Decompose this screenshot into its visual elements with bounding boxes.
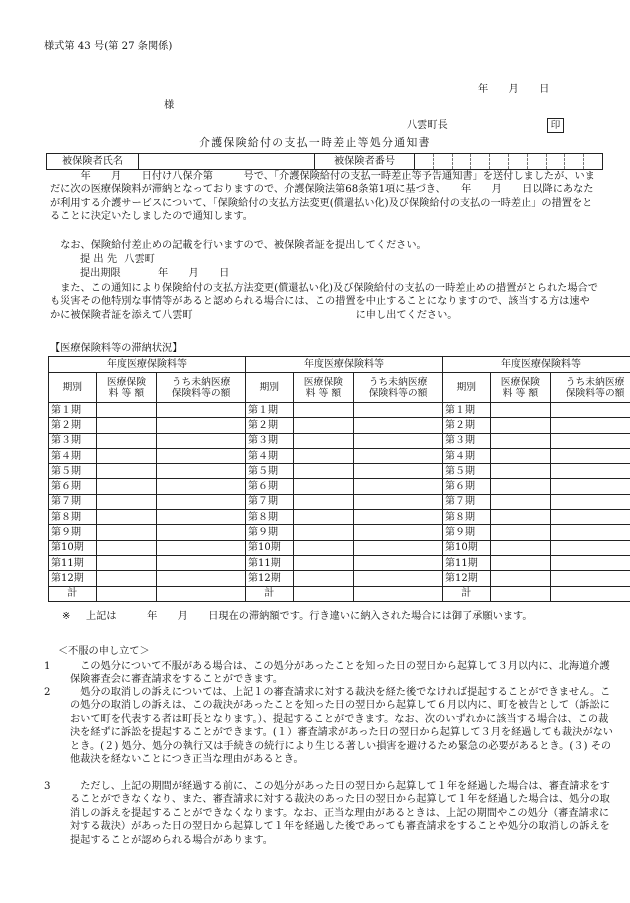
period-label: 第11期 bbox=[245, 555, 293, 570]
amount-cell[interactable] bbox=[96, 464, 157, 479]
period-label: 第10期 bbox=[49, 540, 97, 555]
unpaid-cell[interactable] bbox=[551, 448, 630, 463]
unpaid-cell[interactable] bbox=[354, 525, 443, 540]
appeal-item-text: 処分の取消しの訴えについては、上記１の審査請求に対する裁決を経た後でなければ提起することができません。この処分の取消しの訴えは、この裁決があったことを知った日の翌日から起算して６月以内に、町を被告として（訴訟において町を代表する者は町長となります。）、提起することができます。なお、次のいずれかに該当する場合は、この裁決を経ずに訴訟を提起することができます。(１）審査請求があった日の翌日から起算して３月を経過しても裁決がないとき。(２) 処分、処分の執行又は手続きの続行により生じる著しい損害を避けるため緊急の必要があるとき。(３) その他裁決を経ないことにつき正当な理由があるとき。 bbox=[70, 687, 613, 766]
amount-cell[interactable] bbox=[96, 403, 157, 418]
column-period: 期別 bbox=[49, 373, 97, 403]
amount-cell[interactable] bbox=[490, 418, 551, 433]
table-row bbox=[49, 525, 630, 540]
amount-cell[interactable] bbox=[293, 479, 354, 494]
period-label: 第２期 bbox=[245, 418, 293, 433]
period-label: 第６期 bbox=[245, 479, 293, 494]
period-label: 第８期 bbox=[49, 510, 97, 525]
table-row bbox=[49, 494, 630, 509]
total-label: 計 bbox=[442, 586, 490, 601]
issuer-name: 八雲町長 bbox=[407, 120, 448, 131]
column-unpaid: うち未納医療 保険料等の額 bbox=[157, 373, 246, 403]
unpaid-cell[interactable] bbox=[354, 510, 443, 525]
insured-name-label: 被保険者氏名 bbox=[47, 154, 139, 170]
unpaid-cell[interactable] bbox=[157, 571, 246, 586]
table-row bbox=[49, 479, 630, 494]
unpaid-cell[interactable] bbox=[354, 418, 443, 433]
total-row bbox=[49, 586, 630, 601]
amount-cell[interactable] bbox=[96, 433, 157, 448]
period-label: 第12期 bbox=[245, 571, 293, 586]
period-label: 第７期 bbox=[245, 494, 293, 509]
submit-to-label: 提 出 先 bbox=[80, 254, 118, 265]
insured-number-digit-cell[interactable] bbox=[453, 154, 472, 169]
total-unpaid-cell[interactable] bbox=[551, 586, 630, 601]
period-label: 第３期 bbox=[49, 433, 97, 448]
total-amount-cell[interactable] bbox=[490, 586, 551, 601]
unpaid-cell[interactable] bbox=[551, 494, 630, 509]
period-label: 第６期 bbox=[442, 479, 490, 494]
period-label: 第４期 bbox=[49, 448, 97, 463]
total-amount-cell[interactable] bbox=[96, 586, 157, 601]
appeal-item bbox=[44, 660, 614, 687]
form-number: 様式第 43 号(第 27 条関係) bbox=[44, 41, 173, 52]
total-unpaid-cell[interactable] bbox=[157, 586, 246, 601]
period-label: 第２期 bbox=[442, 418, 490, 433]
unpaid-cell[interactable] bbox=[157, 555, 246, 570]
period-label: 第10期 bbox=[245, 540, 293, 555]
amount-cell[interactable] bbox=[293, 418, 354, 433]
period-label: 第１期 bbox=[245, 403, 293, 418]
unpaid-cell[interactable] bbox=[551, 510, 630, 525]
period-label: 第５期 bbox=[442, 464, 490, 479]
unpaid-cell[interactable] bbox=[157, 464, 246, 479]
addressee-suffix: 様 bbox=[164, 100, 175, 111]
note-text: 上記は 年 月 日現在の滞納額です。行き違いに納入された場合には御了承願います。 bbox=[86, 611, 533, 622]
unpaid-cell[interactable] bbox=[551, 433, 630, 448]
appeal-item-number: 3 bbox=[44, 781, 51, 792]
amount-cell[interactable] bbox=[96, 479, 157, 494]
unpaid-cell[interactable] bbox=[157, 525, 246, 540]
unpaid-cell[interactable] bbox=[354, 403, 443, 418]
unpaid-cell[interactable] bbox=[157, 418, 246, 433]
arrears-column-header-row bbox=[49, 373, 630, 403]
period-label: 第６期 bbox=[49, 479, 97, 494]
insured-number-digit-cell[interactable] bbox=[584, 154, 602, 169]
appeal-item-text: この処分について不服がある場合は、この処分があったことを知った日の翌日から起算して３月以内に、北海道介護保険審査会に審査請求をすることができます。 bbox=[70, 661, 610, 686]
unpaid-cell[interactable] bbox=[551, 555, 630, 570]
period-label: 第４期 bbox=[245, 448, 293, 463]
amount-cell[interactable] bbox=[96, 525, 157, 540]
period-label: 第11期 bbox=[49, 555, 97, 570]
unpaid-cell[interactable] bbox=[354, 479, 443, 494]
table-row bbox=[49, 418, 630, 433]
period-label: 第８期 bbox=[442, 510, 490, 525]
period-label: 第８期 bbox=[245, 510, 293, 525]
unpaid-cell[interactable] bbox=[157, 494, 246, 509]
amount-cell[interactable] bbox=[490, 540, 551, 555]
table-row bbox=[49, 448, 630, 463]
period-label: 第10期 bbox=[442, 540, 490, 555]
table-row bbox=[49, 555, 630, 570]
note-mark: ※ bbox=[62, 611, 71, 622]
unpaid-cell[interactable] bbox=[354, 464, 443, 479]
unpaid-cell[interactable] bbox=[551, 418, 630, 433]
notice-paragraph-3: また、この通知により保険給付の支払方法変更(償還払い化)及び保険給付の支払の一時差止めの措置がとられた場合でも災害その他特別な事情等があると認められる場合には、この措置を中止することになりますので、該当する方は速やかに被保険者証を添えて八雲町 に申し出てください。 bbox=[50, 283, 598, 321]
total-amount-cell[interactable] bbox=[293, 586, 354, 601]
amount-cell[interactable] bbox=[96, 494, 157, 509]
insured-number-digit-cell[interactable] bbox=[565, 154, 584, 169]
amount-cell[interactable] bbox=[490, 510, 551, 525]
table-row bbox=[49, 540, 630, 555]
amount-cell[interactable] bbox=[293, 494, 354, 509]
amount-cell[interactable] bbox=[293, 510, 354, 525]
amount-cell[interactable] bbox=[490, 403, 551, 418]
period-label: 第９期 bbox=[49, 525, 97, 540]
notice-paragraph-2: なお、保険給付差止めの記載を行いますので、被保険者証を提出してください。 bbox=[60, 240, 427, 251]
period-label: 第５期 bbox=[245, 464, 293, 479]
period-label: 第12期 bbox=[442, 571, 490, 586]
unpaid-cell[interactable] bbox=[551, 540, 630, 555]
notice-paragraph-1: 年 月 日付け八保介第 号で、「介護保険給付の支払一時差止等予告通知書」を送付しましたが、いまだに次の医療保険料が滞納となっておりますので、介護保険法第68条第1項に基づき、 年 月 日以降にあなたが利用する介護サービスについて、「保険給付の支払方法変更(償還払い化)及び保険給付の支払の一時差止」の措置をとることに決定いたしましたので通知します。 bbox=[50, 171, 595, 223]
amount-cell[interactable] bbox=[490, 571, 551, 586]
amount-cell[interactable] bbox=[293, 525, 354, 540]
unpaid-cell[interactable] bbox=[157, 448, 246, 463]
deadline bbox=[80, 267, 229, 280]
total-unpaid-cell[interactable] bbox=[354, 586, 443, 601]
amount-cell[interactable] bbox=[490, 433, 551, 448]
amount-cell[interactable] bbox=[293, 464, 354, 479]
period-label: 第１期 bbox=[442, 403, 490, 418]
period-label: 第11期 bbox=[442, 555, 490, 570]
period-label: 第３期 bbox=[442, 433, 490, 448]
amount-cell[interactable] bbox=[293, 448, 354, 463]
insured-number-digit-cell[interactable] bbox=[528, 154, 547, 169]
insured-number-label: 被保険者番号 bbox=[315, 154, 415, 170]
table-row bbox=[49, 403, 630, 418]
unpaid-cell[interactable] bbox=[354, 433, 443, 448]
unpaid-cell[interactable] bbox=[157, 433, 246, 448]
arrears-table bbox=[48, 356, 630, 602]
unpaid-cell[interactable] bbox=[551, 571, 630, 586]
submit-to bbox=[80, 253, 155, 266]
unpaid-cell[interactable] bbox=[157, 403, 246, 418]
page-title: 介護保険給付の支払一時差止等処分通知書 bbox=[199, 136, 431, 149]
year-header: 年度医療保険料等 bbox=[49, 357, 246, 373]
column-period: 期別 bbox=[245, 373, 293, 403]
period-label: 第２期 bbox=[49, 418, 97, 433]
appeal-item-text: ただし、上記の期間が経過する前に、この処分があった日の翌日から起算して１年を経過した場合は、審査請求をすることができなくなり、また、審査請求に対する裁決のあった日の翌日から起算して１年を経過した場合は、処分の取消しの訴えを提起することができなくなります。なお、正当な理由があるときは、上記の期間やこの処分（審査請求に対する裁決）があった日の翌日から起算して１年を経過した後であっても審査請求をすることや処分の取消しの訴えを提起することが認められる場合があります。 bbox=[70, 781, 610, 846]
insured-number-digit-cell[interactable] bbox=[547, 154, 566, 169]
appeal-item bbox=[44, 686, 614, 767]
amount-cell[interactable] bbox=[490, 525, 551, 540]
insured-info-table bbox=[46, 153, 603, 170]
period-label: 第９期 bbox=[245, 525, 293, 540]
table-row bbox=[49, 433, 630, 448]
unpaid-cell[interactable] bbox=[354, 448, 443, 463]
insured-number-field[interactable] bbox=[415, 154, 603, 170]
amount-cell[interactable] bbox=[490, 479, 551, 494]
appeal-item-number: 2 bbox=[44, 687, 51, 698]
total-label: 計 bbox=[245, 586, 293, 601]
appeal-heading: ＜不服の申し立て＞ bbox=[58, 646, 150, 657]
amount-cell[interactable] bbox=[96, 448, 157, 463]
amount-cell[interactable] bbox=[293, 555, 354, 570]
table-row bbox=[49, 510, 630, 525]
appeal-item-number: 1 bbox=[44, 661, 51, 672]
total-label: 計 bbox=[49, 586, 97, 601]
column-unpaid: うち未納医療 保険料等の額 bbox=[551, 373, 630, 403]
amount-cell[interactable] bbox=[96, 510, 157, 525]
deadline-value: 年 月 日 bbox=[158, 268, 230, 279]
amount-cell[interactable] bbox=[96, 555, 157, 570]
column-unpaid: うち未納医療 保険料等の額 bbox=[354, 373, 443, 403]
period-label: 第７期 bbox=[49, 494, 97, 509]
arrears-heading: 【医療保険料等の滞納状況】 bbox=[50, 343, 183, 354]
table-row bbox=[49, 571, 630, 586]
amount-cell[interactable] bbox=[293, 403, 354, 418]
table-row bbox=[49, 464, 630, 479]
unpaid-cell[interactable] bbox=[157, 540, 246, 555]
period-label: 第７期 bbox=[442, 494, 490, 509]
amount-cell[interactable] bbox=[293, 540, 354, 555]
arrears-year-header-row bbox=[49, 357, 630, 373]
insured-name-field[interactable] bbox=[139, 154, 315, 170]
amount-cell[interactable] bbox=[490, 448, 551, 463]
amount-cell[interactable] bbox=[490, 494, 551, 509]
column-amount: 医療保険 料 等 額 bbox=[96, 373, 157, 403]
insured-number-digit-cell[interactable] bbox=[471, 154, 490, 169]
insured-number-digit-cell[interactable] bbox=[490, 154, 509, 169]
period-label: 第３期 bbox=[245, 433, 293, 448]
unpaid-cell[interactable] bbox=[551, 464, 630, 479]
unpaid-cell[interactable] bbox=[354, 555, 443, 570]
amount-cell[interactable] bbox=[293, 571, 354, 586]
period-label: 第４期 bbox=[442, 448, 490, 463]
period-label: 第５期 bbox=[49, 464, 97, 479]
insured-number-digit-cell[interactable] bbox=[434, 154, 453, 169]
appeal-item bbox=[44, 780, 614, 847]
unpaid-cell[interactable] bbox=[354, 540, 443, 555]
column-amount: 医療保険 料 等 額 bbox=[293, 373, 354, 403]
amount-cell[interactable] bbox=[96, 418, 157, 433]
period-label: 第９期 bbox=[442, 525, 490, 540]
amount-cell[interactable] bbox=[96, 571, 157, 586]
column-amount: 医療保険 料 等 額 bbox=[490, 373, 551, 403]
year-header: 年度医療保険料等 bbox=[442, 357, 630, 373]
unpaid-cell[interactable] bbox=[157, 479, 246, 494]
issue-date: 年 月 日 bbox=[478, 84, 550, 95]
unpaid-cell[interactable] bbox=[354, 571, 443, 586]
unpaid-cell[interactable] bbox=[157, 510, 246, 525]
submit-to-value: 八雲町 bbox=[124, 254, 155, 265]
period-label: 第１期 bbox=[49, 403, 97, 418]
column-period: 期別 bbox=[442, 373, 490, 403]
official-seal bbox=[547, 118, 564, 133]
seal-mark: 印 bbox=[547, 118, 564, 133]
amount-cell[interactable] bbox=[293, 433, 354, 448]
unpaid-cell[interactable] bbox=[551, 525, 630, 540]
amount-cell[interactable] bbox=[96, 540, 157, 555]
insured-number-digit-cell[interactable] bbox=[509, 154, 528, 169]
period-label: 第12期 bbox=[49, 571, 97, 586]
amount-cell[interactable] bbox=[490, 555, 551, 570]
unpaid-cell[interactable] bbox=[551, 403, 630, 418]
unpaid-cell[interactable] bbox=[354, 494, 443, 509]
year-header: 年度医療保険料等 bbox=[245, 357, 442, 373]
deadline-label: 提出期限 bbox=[80, 268, 121, 279]
unpaid-cell[interactable] bbox=[551, 479, 630, 494]
insured-number-digit-cell[interactable] bbox=[415, 154, 434, 169]
amount-cell[interactable] bbox=[490, 464, 551, 479]
